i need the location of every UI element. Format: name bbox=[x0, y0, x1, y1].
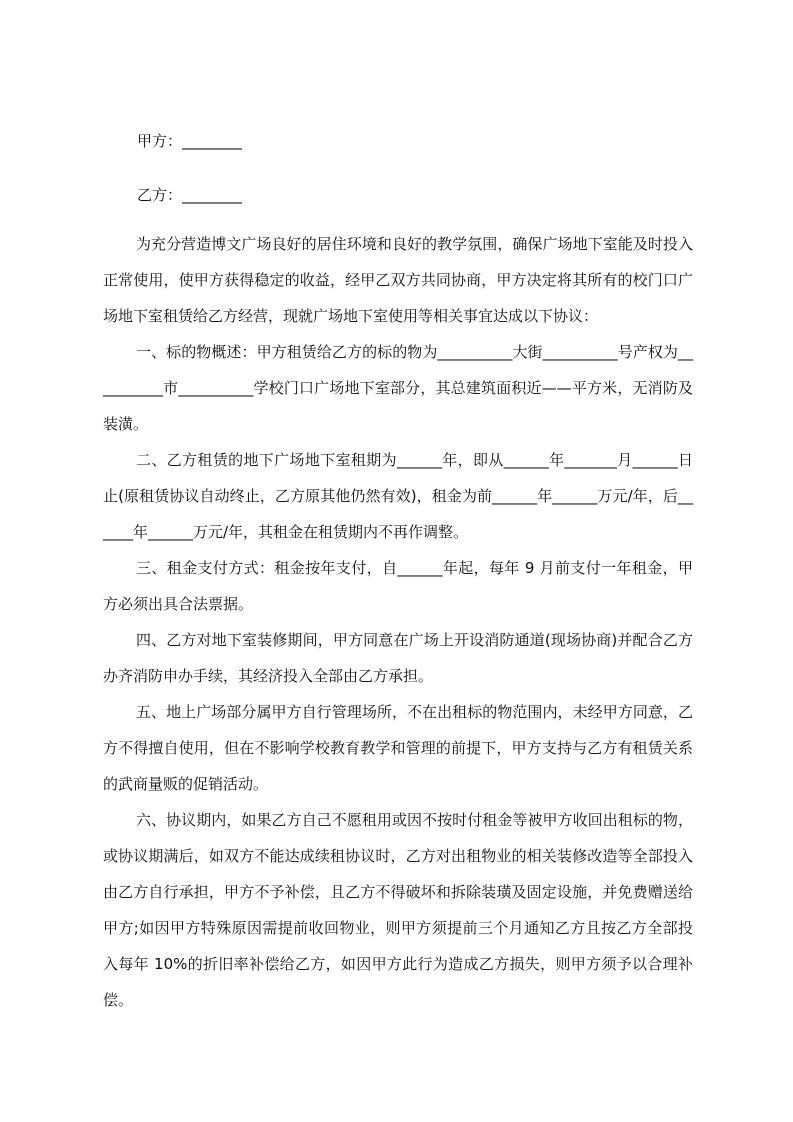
clause-4-paragraph: 四、乙方对地下室装修期间，甲方同意在广场上开设消防通道(现场协商)并配合乙方办齐消防申办手续，其经济投入全部由乙方承担。 bbox=[103, 631, 693, 685]
party-a-line: 甲方：________ bbox=[137, 132, 243, 150]
clause-3-paragraph: 三、租金支付方式：租金按年支付，自______年起，每年 9 月前支付一年租金，甲方必须出具合法票据。 bbox=[103, 559, 693, 613]
clause-6-paragraph: 六、协议期内，如果乙方自己不愿租用或因不按时付租金等被甲方收回出租标的物，或协议期满后，如双方不能达成续租协议时，乙方对出租物业的相关装修改造等全部投入由乙方自行承担，甲方不予补偿，且乙方不得破坏和拆除装璜及固定设施，并免费赠送给甲方;如因甲方特殊原因需提前收回物业，则甲方须提前三个月通知乙方且按乙方全部投入每年 10%的折旧率补偿给乙方，如因甲方此行为造成乙方损失，则甲方须予以合理补偿。 bbox=[103, 811, 693, 1009]
clause-5-paragraph: 五、地上广场部分属甲方自行管理场所，不在出租标的物范围内，未经甲方同意，乙方不得擅自使用，但在不影响学校教育教学和管理的前提下，甲方支持与乙方有租赁关系的武商量贩的促销活动。 bbox=[103, 703, 693, 793]
clause-1-paragraph: 一、标的物概述：甲方租赁给乙方的标的物为__________大街__________号产权为__________市__________学校门口广场地下室部分，其总建筑面积近——平方米，无消防及装潢。 bbox=[103, 343, 693, 433]
party-b-line: 乙方：________ bbox=[137, 186, 243, 204]
clause-2-paragraph: 二、乙方租赁的地下广场地下室租期为______年，即从______年_______月______日止(原租赁协议自动终止，乙方原其他仍然有效)，租金为前______年______万元/年，后______年______万元/年，其租金在租赁期内不再作调整。 bbox=[103, 451, 693, 541]
preamble-paragraph: 为充分营造博文广场良好的居住环境和良好的教学氛围，确保广场地下室能及时投入正常使用，使甲方获得稳定的收益，经甲乙双方共同协商，甲方决定将其所有的校门口广场地下室租赁给乙方经营，现就广场地下室使用等相关事宜达成以下协议： bbox=[103, 235, 693, 325]
